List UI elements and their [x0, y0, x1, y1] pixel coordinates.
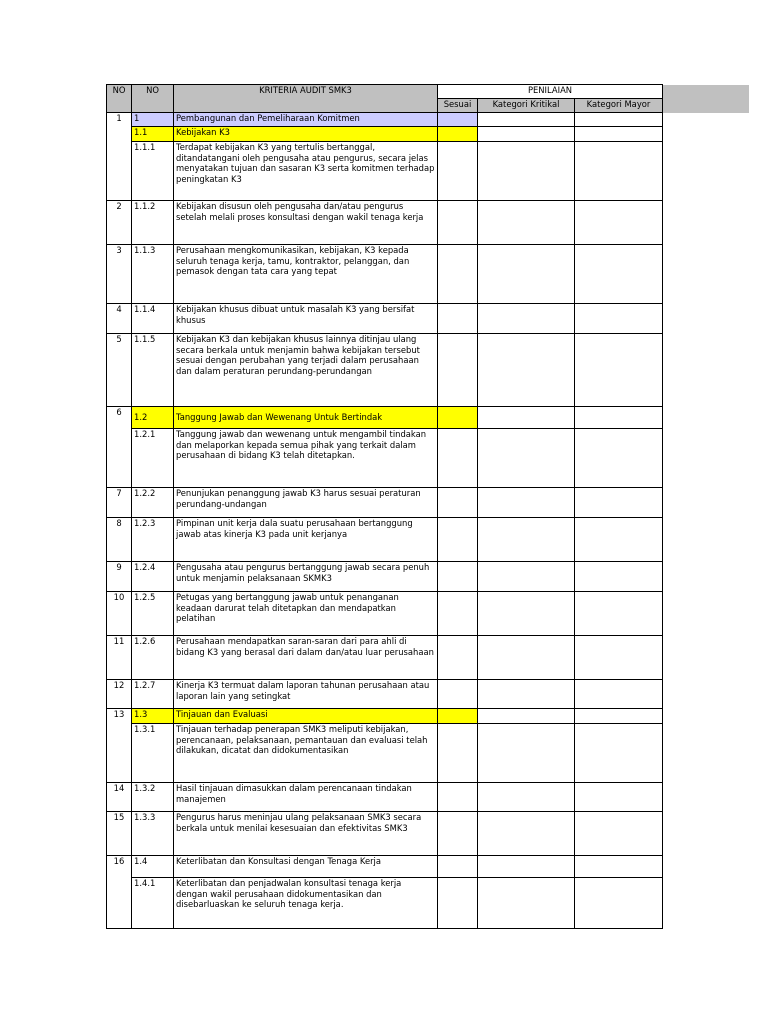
cell-mayor[interactable]	[575, 334, 663, 407]
row-criteria: Pengurus harus meninjau ulang pelaksanaan SMK3 secara berkala untuk menilai kesesuaian dan efektivitas SMK3	[174, 812, 438, 856]
col-header-criteria: KRITERIA AUDIT SMK3	[174, 85, 438, 113]
cell-sesuai[interactable]	[438, 562, 478, 592]
row-criteria: Tanggung Jawab dan Wewenang Untuk Bertindak	[174, 407, 438, 429]
cell-mayor[interactable]	[575, 407, 663, 429]
cell-sesuai[interactable]	[438, 201, 478, 245]
row-group-number: 1	[107, 113, 132, 201]
row-criteria: Pengusaha atau pengurus bertanggung jawab secara penuh untuk menjamin pelaksanaan SKMK3	[174, 562, 438, 592]
row-group-number: 5	[107, 334, 132, 407]
cell-kritikal[interactable]	[478, 680, 575, 709]
col-header-no-inner: NO	[132, 85, 174, 113]
cell-kritikal[interactable]	[478, 709, 575, 724]
row-group-number: 15	[107, 812, 132, 856]
audit-table	[106, 84, 663, 929]
cell-kritikal[interactable]	[478, 592, 575, 636]
cell-mayor[interactable]	[575, 812, 663, 856]
row-group-number: 13	[107, 709, 132, 783]
cell-sesuai[interactable]	[438, 812, 478, 856]
row-code: 1.1.2	[132, 201, 174, 245]
cell-kritikal[interactable]	[478, 142, 575, 201]
row-group-number: 16	[107, 856, 132, 929]
cell-kritikal[interactable]	[478, 856, 575, 878]
row-criteria: Keterlibatan dan penjadwalan konsultasi tenaga kerja dengan wakil perusahaan didokumentasikan dan disebarluaskan ke seluruh tenaga kerja.	[174, 878, 438, 929]
cell-kritikal[interactable]	[478, 724, 575, 783]
cell-kritikal[interactable]	[478, 812, 575, 856]
cell-mayor[interactable]	[575, 245, 663, 304]
cell-kritikal[interactable]	[478, 304, 575, 334]
cell-kritikal[interactable]	[478, 518, 575, 562]
cell-kritikal[interactable]	[478, 127, 575, 142]
cell-mayor[interactable]	[575, 488, 663, 518]
row-code: 1.3	[132, 709, 174, 724]
cell-sesuai[interactable]	[438, 245, 478, 304]
cell-sesuai[interactable]	[438, 407, 478, 429]
row-criteria: Hasil tinjauan dimasukkan dalam perencanaan tindakan manajemen	[174, 783, 438, 812]
row-criteria: Pembangunan dan Pemeliharaan Komitmen	[174, 113, 438, 127]
row-code: 1.1	[132, 127, 174, 142]
cell-mayor[interactable]	[575, 783, 663, 812]
row-code: 1.3.3	[132, 812, 174, 856]
row-criteria: Terdapat kebijakan K3 yang tertulis bertanggal, ditandatangani oleh pengusaha atau pengurus, secara jelas menyatakan tujuan dan sasaran K3 serta komitmen terhadap peningkatan K3	[174, 142, 438, 201]
row-code: 1.3.2	[132, 783, 174, 812]
cell-kritikal[interactable]	[478, 488, 575, 518]
cell-sesuai[interactable]	[438, 680, 478, 709]
cell-sesuai[interactable]	[438, 856, 478, 878]
row-group-number: 14	[107, 783, 132, 812]
row-code: 1.1.5	[132, 334, 174, 407]
cell-sesuai[interactable]	[438, 142, 478, 201]
cell-mayor[interactable]	[575, 429, 663, 488]
cell-sesuai[interactable]	[438, 636, 478, 680]
cell-sesuai[interactable]	[438, 518, 478, 562]
row-criteria: Penunjukan penanggung jawab K3 harus sesuai peraturan perundang-undangan	[174, 488, 438, 518]
cell-sesuai[interactable]	[438, 783, 478, 812]
row-group-number: 6	[107, 407, 132, 488]
row-code: 1	[132, 113, 174, 127]
cell-sesuai[interactable]	[438, 127, 478, 142]
cell-sesuai[interactable]	[438, 488, 478, 518]
cell-mayor[interactable]	[575, 304, 663, 334]
col-header-penilaian: PENILAIAN	[438, 85, 663, 99]
cell-mayor[interactable]	[575, 201, 663, 245]
row-group-number: 9	[107, 562, 132, 592]
cell-kritikal[interactable]	[478, 636, 575, 680]
row-criteria: Perusahaan mengkomunikasikan, kebijakan, K3 kepada seluruh tenaga kerja, tamu, kontraktor, pelanggan, dan pemasok dengan tata cara yang tepat	[174, 245, 438, 304]
cell-kritikal[interactable]	[478, 113, 575, 127]
cell-mayor[interactable]	[575, 562, 663, 592]
row-criteria: Keterlibatan dan Konsultasi dengan Tenaga Kerja	[174, 856, 438, 878]
cell-mayor[interactable]	[575, 127, 663, 142]
cell-mayor[interactable]	[575, 680, 663, 709]
row-criteria: Petugas yang bertanggung jawab untuk penanganan keadaan darurat telah ditetapkan dan mendapatkan pelatihan	[174, 592, 438, 636]
row-criteria: Kinerja K3 termuat dalam laporan tahunan perusahaan atau laporan lain yang setingkat	[174, 680, 438, 709]
cell-mayor[interactable]	[575, 709, 663, 724]
cell-mayor[interactable]	[575, 113, 663, 127]
cell-sesuai[interactable]	[438, 113, 478, 127]
row-code: 1.2.5	[132, 592, 174, 636]
cell-kritikal[interactable]	[478, 878, 575, 929]
row-code: 1.2.6	[132, 636, 174, 680]
row-criteria: Kebijakan K3 dan kebijakan khusus lainnya ditinjau ulang secara berkala untuk menjamin bahwa kebijakan tersebut sesuai dengan perubahan yang terjadi dalam perusahaan dan dalam peraturan perundang-perundangan	[174, 334, 438, 407]
cell-mayor[interactable]	[575, 878, 663, 929]
col-header-mayor: Kategori Mayor	[575, 99, 663, 113]
col-header-no-outer: NO	[107, 85, 132, 113]
row-code: 1.2	[132, 407, 174, 429]
row-code: 1.2.3	[132, 518, 174, 562]
row-group-number: 8	[107, 518, 132, 562]
cell-sesuai[interactable]	[438, 592, 478, 636]
cell-sesuai[interactable]	[438, 334, 478, 407]
row-criteria: Kebijakan disusun oleh pengusaha dan/atau pengurus setelah melali proses konsultasi dengan wakil tenaga kerja	[174, 201, 438, 245]
row-criteria: Pimpinan unit kerja dala suatu perusahaan bertanggung jawab atas kinerja K3 pada unit kerjanya	[174, 518, 438, 562]
cell-sesuai[interactable]	[438, 724, 478, 783]
cell-mayor[interactable]	[575, 592, 663, 636]
cell-kritikal[interactable]	[478, 783, 575, 812]
row-criteria: Tinjauan terhadap penerapan SMK3 meliputi kebijakan, perencanaan, pelaksanaan, pemantauan dan evaluasi telah dilakukan, dicatat dan didokumentasikan	[174, 724, 438, 783]
col-header-sesuai: Sesuai	[438, 99, 478, 113]
row-code: 1.2.7	[132, 680, 174, 709]
cell-mayor[interactable]	[575, 636, 663, 680]
cell-sesuai[interactable]	[438, 709, 478, 724]
cell-kritikal[interactable]	[478, 407, 575, 429]
row-group-number: 11	[107, 636, 132, 680]
cell-kritikal[interactable]	[478, 245, 575, 304]
cell-mayor[interactable]	[575, 518, 663, 562]
row-code: 1.3.1	[132, 724, 174, 783]
row-criteria: Tanggung jawab dan wewenang untuk mengambil tindakan dan melaporkan kepada semua pihak yang terkait dalam perusahaan di bidang K3 telah ditetapkan.	[174, 429, 438, 488]
row-criteria: Kebijakan khusus dibuat untuk masalah K3 yang bersifat khusus	[174, 304, 438, 334]
row-code: 1.2.4	[132, 562, 174, 592]
cell-sesuai[interactable]	[438, 304, 478, 334]
cell-sesuai[interactable]	[438, 429, 478, 488]
col-header-kritikal: Kategori Kritikal	[478, 99, 575, 113]
row-code: 1.1.1	[132, 142, 174, 201]
header-overhang-fill	[661, 85, 749, 113]
cell-kritikal[interactable]	[478, 201, 575, 245]
row-code: 1.2.2	[132, 488, 174, 518]
row-criteria: Tinjauan dan Evaluasi	[174, 709, 438, 724]
row-code: 1.1.4	[132, 304, 174, 334]
row-code: 1.1.3	[132, 245, 174, 304]
row-group-number: 7	[107, 488, 132, 518]
row-group-number: 12	[107, 680, 132, 709]
cell-kritikal[interactable]	[478, 562, 575, 592]
row-group-number: 10	[107, 592, 132, 636]
row-group-number: 2	[107, 201, 132, 245]
cell-mayor[interactable]	[575, 724, 663, 783]
row-code: 1.4	[132, 856, 174, 878]
cell-kritikal[interactable]	[478, 429, 575, 488]
cell-mayor[interactable]	[575, 142, 663, 201]
row-group-number: 3	[107, 245, 132, 304]
cell-sesuai[interactable]	[438, 878, 478, 929]
cell-kritikal[interactable]	[478, 334, 575, 407]
row-code: 1.2.1	[132, 429, 174, 488]
row-criteria: Kebijakan K3	[174, 127, 438, 142]
row-code: 1.4.1	[132, 878, 174, 929]
row-criteria: Perusahaan mendapatkan saran-saran dari para ahli di bidang K3 yang berasal dari dalam dan/atau luar perusahaan	[174, 636, 438, 680]
cell-mayor[interactable]	[575, 856, 663, 878]
row-group-number: 4	[107, 304, 132, 334]
